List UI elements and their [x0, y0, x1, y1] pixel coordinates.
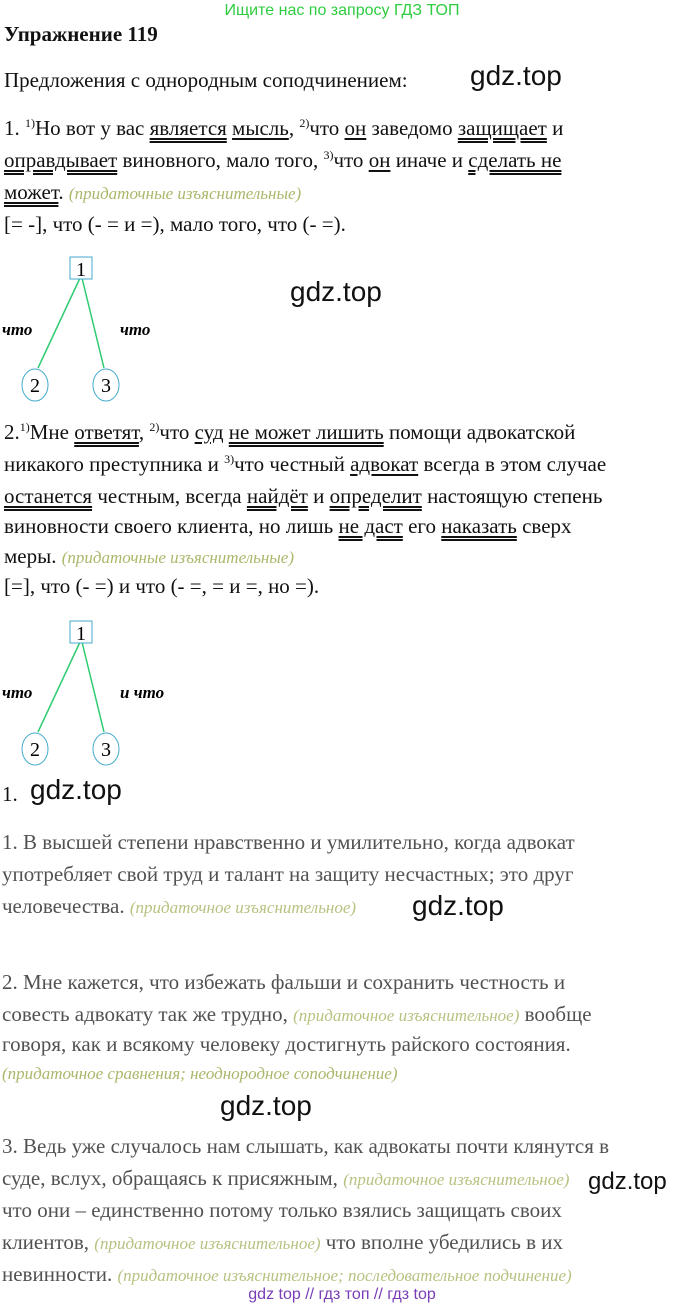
watermark: gdz.top: [588, 1168, 667, 1195]
predicate: определит: [329, 484, 422, 508]
edge-label: что: [2, 683, 33, 702]
top-banner[interactable]: Ищите нас по запросу ГДЗ ТОП: [224, 2, 460, 19]
predicate: наказать: [441, 514, 517, 538]
paragraph-3-line-3: что они – единственно потому только взялись защищать своих: [2, 1198, 562, 1222]
watermark: gdz.top: [290, 276, 382, 307]
subject: он: [368, 148, 391, 172]
predicate: найдёт: [246, 484, 308, 508]
scheme-1: [= -], что (- = и =), мало того, что (- =).: [4, 212, 346, 236]
page-title: Упражнение 119: [4, 22, 158, 46]
clause-note: (придаточное изъяснительное): [94, 1234, 321, 1253]
branch-line: [82, 642, 104, 732]
predicate: оправдывает: [4, 148, 118, 172]
predicate: является: [149, 116, 227, 140]
branch-line: [38, 642, 80, 732]
paragraph-3-line-1: 3. Ведь уже случалось нам слышать, как адвокаты почти клянутся в: [2, 1134, 610, 1158]
watermark: gdz.top: [220, 1090, 312, 1121]
watermark: gdz.top: [412, 890, 504, 921]
node-2: 2: [30, 739, 40, 761]
paragraph-3-line-2: суде, вслух, обращаясь к присяжным, (придаточное изъяснительное): [2, 1166, 570, 1190]
clause-note: (придаточное изъяснительное): [129, 898, 357, 917]
paragraph-2-line-1: 2. Мне кажется, что избежать фальши и сохранить честность и: [2, 970, 566, 994]
sentence-2-line-4: виновности своего клиента, но лишь не даст его наказать сверх: [4, 514, 572, 538]
predicate: может: [4, 180, 59, 204]
node-3: 3: [101, 739, 111, 761]
clause-note: (придаточное изъяснительное): [293, 1006, 520, 1025]
paragraph-1-line-3: человечества. (придаточное изъяснительное): [2, 894, 357, 918]
sentence-2-line-1: 2.$^{1)}$Мне ответят, $^{2)}$что суд не может лишить помощи адвокатской: [4, 420, 576, 444]
watermark: gdz.top: [30, 774, 122, 805]
clause-note: (придаточные изъяснительные): [61, 548, 294, 567]
diagram-1: [0, 252, 200, 402]
intro-text: Предложения с однородным соподчинением:: [4, 68, 408, 92]
predicate: останется: [4, 484, 93, 508]
sentence-1-line-2: оправдывает виновного, мало того, $^{3)}$что он иначе и сделать не: [4, 148, 562, 172]
paragraph-3-line-4: клиентов, (придаточное изъяснительное) что вполне убедились в их: [2, 1230, 564, 1254]
edge-label: и что: [120, 683, 165, 702]
paragraph-2-line-3: говоря, как и всякому человеку достигнуть райского состояния.: [2, 1032, 571, 1056]
sentence-2-line-3: останется честным, всегда найдёт и определит настоящую степень: [4, 484, 603, 508]
node-1: 1: [76, 259, 86, 281]
sentence-1-line-3: может. (придаточные изъяснительные): [4, 180, 302, 204]
edge-label: что: [2, 320, 33, 339]
subject: суд: [194, 420, 224, 444]
predicate: ответят: [74, 420, 139, 444]
clause-note: (придаточные изъяснительные): [68, 184, 302, 203]
paragraph-1-line-2: употребляет свой труд и талант на защиту несчастных; это друг: [2, 862, 574, 886]
node-3: 3: [101, 375, 111, 397]
diagram-2: [0, 614, 200, 769]
clause-note: (придаточное изъяснительное): [343, 1170, 570, 1189]
edge-label: что: [120, 320, 151, 339]
clause-note: (придаточное сравнения; неоднородное соподчинение): [2, 1064, 398, 1083]
branch-line: [82, 278, 104, 368]
paragraph-2-line-2: совесть адвокату так же трудно, (придаточное изъяснительное) вообще: [2, 1002, 592, 1026]
subject: адвокат: [350, 452, 419, 476]
predicate: сделать не: [468, 148, 562, 172]
part-number: 1.: [2, 782, 18, 806]
node-2: 2: [30, 375, 40, 397]
sentence-2-line-5: меры. (придаточные изъяснительные): [4, 544, 294, 568]
paragraph-3-line-5: невинности. (придаточное изъяснительное; последовательное подчинение): [2, 1262, 572, 1286]
predicate: не даст: [338, 514, 403, 538]
paragraph-1-line-1: 1. В высшей степени нравственно и умилительно, когда адвокат: [2, 830, 575, 854]
node-1: 1: [76, 623, 86, 645]
predicate: защищает: [457, 116, 547, 140]
clause-note: (придаточное изъяснительное; последовательное подчинение): [117, 1266, 572, 1285]
sentence-1-line-1: 1. $^{1)}$Но вот у вас является мысль, $^{2)}$что он заведомо защищает и: [4, 116, 564, 140]
footer-links[interactable]: gdz top // гдз топ // гдз top: [248, 1286, 436, 1303]
subject: он: [344, 116, 367, 140]
scheme-2: [=], что (- =) и что (- =, = и =, но =).: [4, 574, 320, 598]
sentence-2-line-2: никакого преступника и $^{3)}$что честный адвокат всегда в этом случае: [4, 452, 607, 476]
branch-line: [38, 278, 80, 368]
predicate: не может лишить: [228, 420, 384, 444]
watermark: gdz.top: [470, 60, 562, 91]
subject: мысль: [232, 116, 289, 140]
